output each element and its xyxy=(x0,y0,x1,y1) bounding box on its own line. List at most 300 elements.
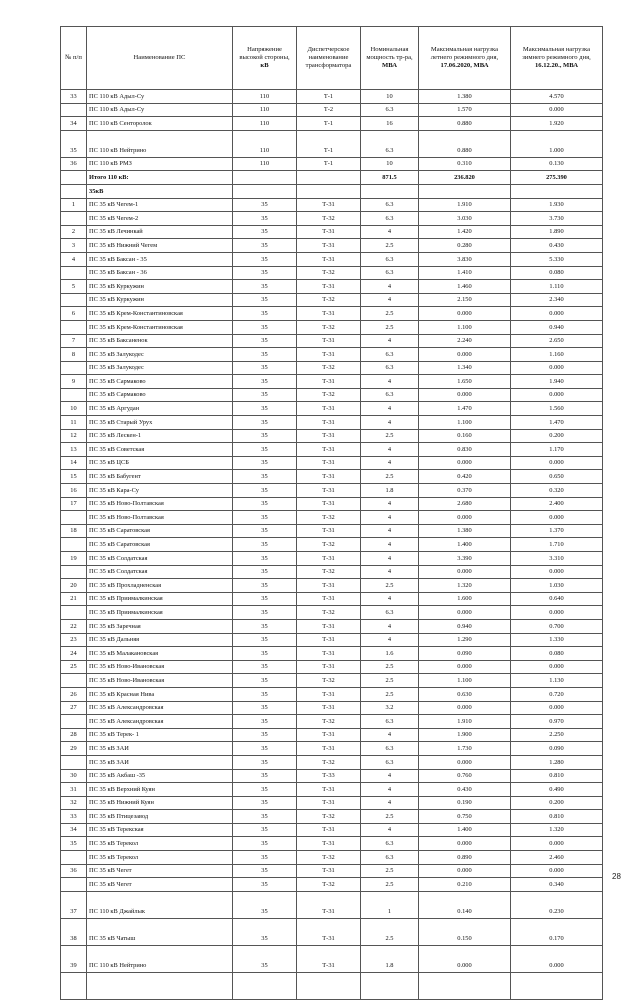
summer-load-cell: 0.000 xyxy=(419,456,511,470)
summer-load-cell: 1.100 xyxy=(419,320,511,334)
transformer-name-cell: Т-31 xyxy=(297,918,361,945)
table-row xyxy=(61,728,603,742)
rated-power-cell: 2.5 xyxy=(361,810,419,824)
table-row xyxy=(61,701,603,715)
winter-load-cell: 1.710 xyxy=(511,538,603,552)
high-side-voltage-cell: 35 xyxy=(233,687,297,701)
substation-name-cell: ПС 35 кВ Саратовская xyxy=(87,524,233,538)
winter-load-cell xyxy=(511,184,603,198)
high-side-voltage-cell: 35 xyxy=(233,864,297,878)
high-side-voltage-cell: 35 xyxy=(233,742,297,756)
high-side-voltage-cell: 35 xyxy=(233,728,297,742)
substation-name-cell: ПС 35 кВ Крем-Константиновская xyxy=(87,320,233,334)
rated-power-cell: 16 xyxy=(361,117,419,131)
summer-load-cell: 1.600 xyxy=(419,592,511,606)
summer-load-cell: 1.400 xyxy=(419,823,511,837)
substation-name-cell: ПС 35 кВ Нижний Куян xyxy=(87,796,233,810)
substation-name-cell: ПС 35 кВ Терек- 1 xyxy=(87,728,233,742)
row-number-cell xyxy=(61,606,87,620)
transformer-name-cell xyxy=(297,171,361,185)
high-side-voltage-cell: 110 xyxy=(233,130,297,157)
table-row xyxy=(61,823,603,837)
row-number-cell xyxy=(61,674,87,688)
table-row xyxy=(61,945,603,972)
summer-load-cell: 0.630 xyxy=(419,687,511,701)
substation-name-cell: ПС 35 кВ Саратовская xyxy=(87,538,233,552)
summer-load-cell: 0.000 xyxy=(419,511,511,525)
high-side-voltage-cell: 35 xyxy=(233,769,297,783)
rated-power-cell: 4 xyxy=(361,565,419,579)
table-row xyxy=(61,552,603,566)
table-row xyxy=(61,579,603,593)
table-row xyxy=(61,769,603,783)
winter-load-cell: 1.110 xyxy=(511,280,603,294)
high-side-voltage-cell: 35 xyxy=(233,293,297,307)
transformer-name-cell: Т-31 xyxy=(297,198,361,212)
rated-power-cell: 4 xyxy=(361,402,419,416)
table-row xyxy=(61,443,603,457)
row-number-cell: 18 xyxy=(61,524,87,538)
winter-load-cell: 0.650 xyxy=(511,470,603,484)
winter-load-cell: 1.000 xyxy=(511,130,603,157)
substation-name-cell: ПС 110 кВ Сенторолок xyxy=(87,117,233,131)
high-side-voltage-cell: 35 xyxy=(233,918,297,945)
table-row xyxy=(61,647,603,661)
rated-power-cell: 4 xyxy=(361,456,419,470)
substation-name-cell: ПС 35 кВ Дальняя xyxy=(87,633,233,647)
row-number-cell: 12 xyxy=(61,429,87,443)
rated-power-cell: 2.5 xyxy=(361,320,419,334)
high-side-voltage-cell: 35 xyxy=(233,443,297,457)
header-voltage: Напряжение высокой стороны, кВ xyxy=(233,27,297,90)
transformer-name-cell: Т-31 xyxy=(297,334,361,348)
table-row xyxy=(61,524,603,538)
transformer-name-cell: Т-31 xyxy=(297,579,361,593)
rated-power-cell: 4 xyxy=(361,823,419,837)
winter-load-cell: 0.000 xyxy=(511,864,603,878)
table-row xyxy=(61,103,603,117)
transformer-name-cell: Т-32 xyxy=(297,388,361,402)
winter-load-cell: 0.340 xyxy=(511,878,603,892)
summer-load-cell: 0.210 xyxy=(419,878,511,892)
header-num: № п/п xyxy=(61,27,87,90)
summer-load-cell: 0.000 xyxy=(419,348,511,362)
table-row xyxy=(61,864,603,878)
high-side-voltage-cell: 35 xyxy=(233,552,297,566)
summer-load-cell: 1.900 xyxy=(419,728,511,742)
rated-power-cell: 6.3 xyxy=(361,755,419,769)
row-number-cell xyxy=(61,266,87,280)
row-number-cell: 17 xyxy=(61,497,87,511)
table-row xyxy=(61,361,603,375)
rated-power-cell: 6.3 xyxy=(361,388,419,402)
rated-power-cell: 10 xyxy=(361,157,419,171)
high-side-voltage-cell: 35 xyxy=(233,348,297,362)
substation-name-cell: ПС 35 кВ Чегем-2 xyxy=(87,212,233,226)
high-side-voltage-cell: 35 xyxy=(233,497,297,511)
row-number-cell: 34 xyxy=(61,823,87,837)
summer-load-cell: 1.400 xyxy=(419,538,511,552)
winter-load-cell: 1.470 xyxy=(511,416,603,430)
substation-name-cell: ПС 35 кВ Терекол xyxy=(87,851,233,865)
table-row xyxy=(61,90,603,104)
high-side-voltage-cell: 35 xyxy=(233,470,297,484)
summer-load-cell: 0.150 xyxy=(419,918,511,945)
winter-load-cell: 2.250 xyxy=(511,728,603,742)
summer-load-cell: 0.000 xyxy=(419,388,511,402)
row-number-cell: 4 xyxy=(61,252,87,266)
rated-power-cell: 6.3 xyxy=(361,715,419,729)
table-row xyxy=(61,796,603,810)
high-side-voltage-cell: 35 xyxy=(233,252,297,266)
winter-load-cell: 1.330 xyxy=(511,633,603,647)
summer-load-cell: 0.000 xyxy=(419,945,511,972)
table-row xyxy=(61,633,603,647)
rated-power-cell: 4 xyxy=(361,592,419,606)
row-number-cell: 39 xyxy=(61,945,87,972)
summer-load-cell: 0.880 xyxy=(419,130,511,157)
winter-load-cell: 0.430 xyxy=(511,239,603,253)
rated-power-cell: 4 xyxy=(361,511,419,525)
high-side-voltage-cell: 35 xyxy=(233,878,297,892)
transformer-name-cell: Т-31 xyxy=(297,375,361,389)
high-side-voltage-cell: 35 xyxy=(233,945,297,972)
high-side-voltage-cell: 35 xyxy=(233,484,297,498)
transformer-name-cell: Т-31 xyxy=(297,280,361,294)
summer-load-cell: 0.160 xyxy=(419,429,511,443)
summer-load-cell: 2.240 xyxy=(419,334,511,348)
substation-name-cell: 35кВ xyxy=(87,184,233,198)
rated-power-cell xyxy=(361,184,419,198)
summer-load-cell: 1.910 xyxy=(419,715,511,729)
winter-load-cell: 1.560 xyxy=(511,402,603,416)
winter-load-cell: 0.000 xyxy=(511,945,603,972)
substation-name-cell: ПС 35 кВ Сармаково xyxy=(87,388,233,402)
row-number-cell xyxy=(61,103,87,117)
substation-name-cell: ПС 35 кВ Советская xyxy=(87,443,233,457)
rated-power-cell: 1 xyxy=(361,891,419,918)
transformer-name-cell: Т-32 xyxy=(297,361,361,375)
table-row xyxy=(61,851,603,865)
row-number-cell: 20 xyxy=(61,579,87,593)
high-side-voltage-cell: 35 xyxy=(233,375,297,389)
winter-load-cell: 3.310 xyxy=(511,552,603,566)
transformer-name-cell: Т-32 xyxy=(297,212,361,226)
high-side-voltage-cell: 35 xyxy=(233,429,297,443)
substation-name-cell: ПС 35 кВ Заречная xyxy=(87,619,233,633)
transformer-name-cell: Т-31 xyxy=(297,796,361,810)
substation-name-cell: ПС 110 кВ РМЗ xyxy=(87,157,233,171)
table-row xyxy=(61,783,603,797)
substation-name-cell: ПС 35 кВ Приималкинская xyxy=(87,606,233,620)
total-row xyxy=(61,171,603,185)
summer-load-cell: 0.420 xyxy=(419,470,511,484)
winter-load-cell: 0.320 xyxy=(511,484,603,498)
summer-load-cell: 0.370 xyxy=(419,484,511,498)
row-number-cell: 30 xyxy=(61,769,87,783)
summer-load-cell: 3.830 xyxy=(419,252,511,266)
substation-name-cell: ПС 35 кВ Нижний Чегем xyxy=(87,239,233,253)
winter-load-cell: 1.160 xyxy=(511,348,603,362)
summer-load-cell: 1.100 xyxy=(419,674,511,688)
summer-load-cell: 1.420 xyxy=(419,225,511,239)
winter-load-cell: 2.340 xyxy=(511,293,603,307)
table-row xyxy=(61,918,603,945)
table-header-row xyxy=(61,27,603,90)
table-row xyxy=(61,320,603,334)
table-row xyxy=(61,239,603,253)
row-number-cell xyxy=(61,972,87,999)
high-side-voltage-cell: 35 xyxy=(233,592,297,606)
summer-load-cell: 0.000 xyxy=(419,701,511,715)
table-row xyxy=(61,565,603,579)
transformer-name-cell: Т-32 xyxy=(297,266,361,280)
substation-name-cell: ПС 35 кВ Прохладненская xyxy=(87,579,233,593)
transformer-name-cell: Т-31 xyxy=(297,687,361,701)
high-side-voltage-cell: 35 xyxy=(233,674,297,688)
rated-power-cell: 6.3 xyxy=(361,837,419,851)
summer-load-cell: 1.320 xyxy=(419,579,511,593)
substation-load-table-page xyxy=(60,26,602,1000)
transformer-name-cell xyxy=(297,972,361,999)
table-row xyxy=(61,715,603,729)
summer-load-cell: 0.090 xyxy=(419,647,511,661)
transformer-name-cell: Т-32 xyxy=(297,606,361,620)
summer-load-cell: 1.650 xyxy=(419,375,511,389)
high-side-voltage-cell: 35 xyxy=(233,891,297,918)
transformer-name-cell: Т-31 xyxy=(297,348,361,362)
row-number-cell: 3 xyxy=(61,239,87,253)
summer-load-cell xyxy=(419,972,511,999)
winter-load-cell: 0.230 xyxy=(511,891,603,918)
row-number-cell xyxy=(61,538,87,552)
row-number-cell: 22 xyxy=(61,619,87,633)
summer-load-cell: 0.000 xyxy=(419,755,511,769)
high-side-voltage-cell: 35 xyxy=(233,524,297,538)
substation-load-table xyxy=(60,26,603,1000)
transformer-name-cell xyxy=(297,184,361,198)
rated-power-cell: 4 xyxy=(361,280,419,294)
table-row xyxy=(61,375,603,389)
substation-name-cell: ПС 35 кВ Баксан - 35 xyxy=(87,252,233,266)
summer-load-cell: 0.890 xyxy=(419,851,511,865)
winter-load-cell: 0.970 xyxy=(511,715,603,729)
rated-power-cell: 4 xyxy=(361,728,419,742)
winter-load-cell: 0.000 xyxy=(511,660,603,674)
transformer-name-cell: Т-31 xyxy=(297,470,361,484)
substation-name-cell: Итого 110 кВ: xyxy=(87,171,233,185)
transformer-name-cell: Т-32 xyxy=(297,511,361,525)
high-side-voltage-cell: 35 xyxy=(233,334,297,348)
high-side-voltage-cell: 35 xyxy=(233,511,297,525)
rated-power-cell: 2.5 xyxy=(361,674,419,688)
table-row xyxy=(61,484,603,498)
summer-load-cell: 0.000 xyxy=(419,307,511,321)
summer-load-cell: 1.410 xyxy=(419,266,511,280)
high-side-voltage-cell: 35 xyxy=(233,823,297,837)
rated-power-cell: 2.5 xyxy=(361,307,419,321)
table-row xyxy=(61,416,603,430)
winter-load-cell: 1.280 xyxy=(511,755,603,769)
rated-power-cell: 6.3 xyxy=(361,212,419,226)
table-row xyxy=(61,157,603,171)
summer-load-cell: 0.000 xyxy=(419,565,511,579)
high-side-voltage-cell: 110 xyxy=(233,103,297,117)
high-side-voltage-cell xyxy=(233,171,297,185)
transformer-name-cell: Т-32 xyxy=(297,755,361,769)
rated-power-cell: 2.5 xyxy=(361,470,419,484)
transformer-name-cell: Т-31 xyxy=(297,225,361,239)
row-number-cell xyxy=(61,293,87,307)
high-side-voltage-cell: 35 xyxy=(233,198,297,212)
winter-load-cell: 0.090 xyxy=(511,742,603,756)
row-number-cell: 24 xyxy=(61,647,87,661)
table-row xyxy=(61,225,603,239)
winter-load-cell: 0.130 xyxy=(511,157,603,171)
rated-power-cell: 2.5 xyxy=(361,429,419,443)
table-row xyxy=(61,687,603,701)
summer-load-cell: 0.310 xyxy=(419,157,511,171)
winter-load-cell: 0.720 xyxy=(511,687,603,701)
summer-load-cell: 1.910 xyxy=(419,198,511,212)
winter-load-cell: 0.080 xyxy=(511,647,603,661)
rated-power-cell: 4 xyxy=(361,633,419,647)
transformer-name-cell: Т-31 xyxy=(297,945,361,972)
substation-name-cell: ПС 35 кВ Александровская xyxy=(87,701,233,715)
substation-name-cell: ПС 110 кВ Джайлык xyxy=(87,891,233,918)
row-number-cell xyxy=(61,212,87,226)
substation-name-cell: ПС 35 кВ Чатыш xyxy=(87,918,233,945)
header-dispatch-name: Диспетчерское наименование трансформатора xyxy=(297,27,361,90)
substation-name-cell xyxy=(87,972,233,999)
rated-power-cell: 2.5 xyxy=(361,864,419,878)
rated-power-cell: 10 xyxy=(361,90,419,104)
high-side-voltage-cell: 35 xyxy=(233,606,297,620)
substation-name-cell: ПС 110 кВ Нейтрино xyxy=(87,130,233,157)
rated-power-cell: 2.5 xyxy=(361,579,419,593)
rated-power-cell: 871.5 xyxy=(361,171,419,185)
table-row xyxy=(61,117,603,131)
table-row xyxy=(61,470,603,484)
page-number: 28 xyxy=(612,872,621,881)
substation-name-cell: ПС 35 кВ Красная Нива xyxy=(87,687,233,701)
high-side-voltage-cell: 35 xyxy=(233,810,297,824)
header-name: Наименование ПС xyxy=(87,27,233,90)
row-number-cell: 28 xyxy=(61,728,87,742)
transformer-name-cell: Т-32 xyxy=(297,878,361,892)
row-number-cell: 7 xyxy=(61,334,87,348)
transformer-name-cell: Т-31 xyxy=(297,416,361,430)
row-number-cell: 14 xyxy=(61,456,87,470)
transformer-name-cell: Т-32 xyxy=(297,810,361,824)
substation-name-cell: ПС 35 кВ Ново-Ивановская xyxy=(87,660,233,674)
table-row xyxy=(61,619,603,633)
table-row xyxy=(61,388,603,402)
rated-power-cell: 4 xyxy=(361,552,419,566)
row-number-cell xyxy=(61,320,87,334)
substation-name-cell: ПС 35 кВ ЦСБ xyxy=(87,456,233,470)
high-side-voltage-cell: 35 xyxy=(233,565,297,579)
header-rated-power: Номинальная мощность тр-ра, МВА xyxy=(361,27,419,90)
row-number-cell xyxy=(61,388,87,402)
table-row xyxy=(61,130,603,157)
transformer-name-cell: Т-31 xyxy=(297,402,361,416)
row-number-cell: 19 xyxy=(61,552,87,566)
substation-name-cell: ПС 35 кВ Птицезавод xyxy=(87,810,233,824)
substation-name-cell: ПС 35 кВ Сармаково xyxy=(87,375,233,389)
table-row xyxy=(61,538,603,552)
substation-name-cell: ПС 35 кВ Аргудан xyxy=(87,402,233,416)
row-number-cell: 26 xyxy=(61,687,87,701)
substation-name-cell: ПС 35 кВ Ново-Ивановская xyxy=(87,674,233,688)
row-number-cell xyxy=(61,755,87,769)
table-row xyxy=(61,307,603,321)
rated-power-cell: 2.5 xyxy=(361,660,419,674)
table-row xyxy=(61,266,603,280)
rated-power-cell: 6.3 xyxy=(361,742,419,756)
summer-load-cell: 0.830 xyxy=(419,443,511,457)
transformer-name-cell: Т-32 xyxy=(297,538,361,552)
rated-power-cell: 4 xyxy=(361,293,419,307)
summer-load-cell: 2.150 xyxy=(419,293,511,307)
summer-load-cell: 0.000 xyxy=(419,864,511,878)
high-side-voltage-cell: 35 xyxy=(233,715,297,729)
substation-name-cell: ПС 35 кВ ЗАИ xyxy=(87,755,233,769)
transformer-name-cell: Т-31 xyxy=(297,783,361,797)
high-side-voltage-cell: 35 xyxy=(233,416,297,430)
rated-power-cell: 1.8 xyxy=(361,484,419,498)
summer-load-cell: 3.390 xyxy=(419,552,511,566)
substation-name-cell: ПС 35 кВ Баксаненок xyxy=(87,334,233,348)
substation-name-cell: ПС 35 кВ Бабугент xyxy=(87,470,233,484)
winter-load-cell: 4.570 xyxy=(511,90,603,104)
summer-load-cell: 0.000 xyxy=(419,837,511,851)
high-side-voltage-cell: 35 xyxy=(233,212,297,226)
rated-power-cell: 4 xyxy=(361,334,419,348)
summer-load-cell: 236.820 xyxy=(419,171,511,185)
rated-power-cell: 6.3 xyxy=(361,361,419,375)
rated-power-cell: 6.3 xyxy=(361,606,419,620)
row-number-cell: 33 xyxy=(61,90,87,104)
rated-power-cell: 4 xyxy=(361,416,419,430)
winter-load-cell: 0.200 xyxy=(511,429,603,443)
row-number-cell: 36 xyxy=(61,157,87,171)
winter-load-cell: 0.940 xyxy=(511,320,603,334)
row-number-cell: 27 xyxy=(61,701,87,715)
substation-name-cell: ПС 35 кВ Лескен-1 xyxy=(87,429,233,443)
high-side-voltage-cell: 35 xyxy=(233,783,297,797)
transformer-name-cell: Т-31 xyxy=(297,891,361,918)
rated-power-cell: 4 xyxy=(361,538,419,552)
winter-load-cell: 0.000 xyxy=(511,361,603,375)
header-summer-load: Максимальная нагрузка летнего режимного дня, 17.06.2020, МВА xyxy=(419,27,511,90)
winter-load-cell: 1.890 xyxy=(511,225,603,239)
row-number-cell: 6 xyxy=(61,307,87,321)
winter-load-cell: 0.200 xyxy=(511,796,603,810)
summer-load-cell: 1.460 xyxy=(419,280,511,294)
transformer-name-cell: Т-1 xyxy=(297,117,361,131)
summer-load-cell xyxy=(419,184,511,198)
row-number-cell xyxy=(61,878,87,892)
high-side-voltage-cell: 35 xyxy=(233,633,297,647)
table-row xyxy=(61,810,603,824)
substation-name-cell: ПС 35 кВ Старый Урух xyxy=(87,416,233,430)
transformer-name-cell: Т-2 xyxy=(297,103,361,117)
transformer-name-cell: Т-31 xyxy=(297,701,361,715)
transformer-name-cell: Т-32 xyxy=(297,320,361,334)
table-row xyxy=(61,592,603,606)
high-side-voltage-cell: 110 xyxy=(233,117,297,131)
